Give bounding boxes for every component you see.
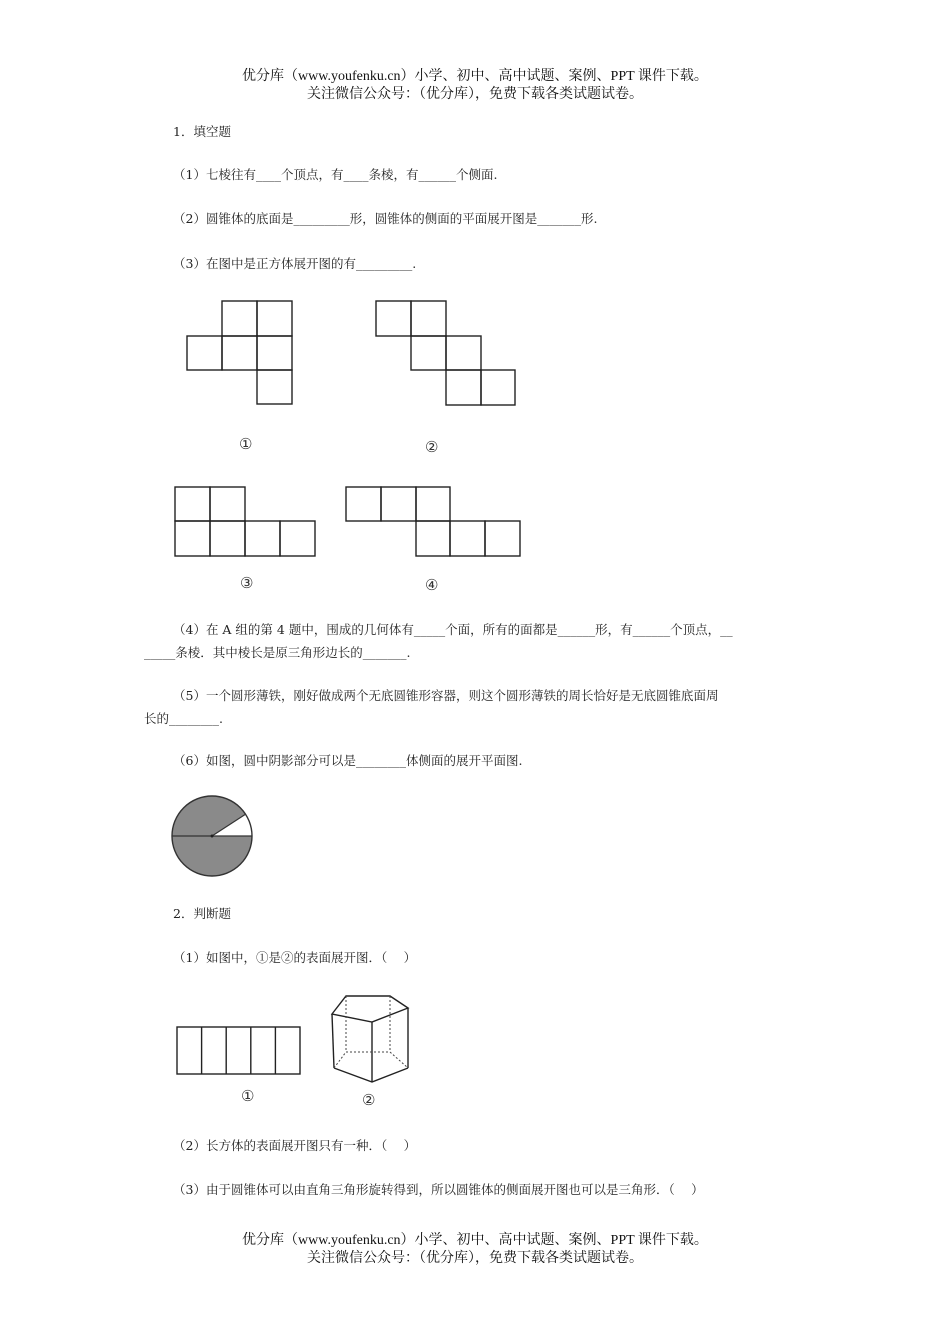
shaded-circle-figure <box>170 794 256 878</box>
section-2-title: 2．判断题 <box>173 906 231 921</box>
figure-label-prism-net: ① <box>241 1087 255 1105</box>
section-1-title: 1．填空题 <box>173 124 231 139</box>
question-1-3: （3）在图中是正方体展开图的有_________. <box>173 256 417 271</box>
question-2-1: （1）如图中，①是②的表面展开图．（ ） <box>173 950 417 965</box>
question-1-4-line-2: _____条棱．其中棱长是原三角形边长的_______. <box>144 645 411 660</box>
footer-line-1: 优分库（www.youfenku.cn）小学、初中、高中试题、案例、PPT 课件下载。 <box>242 1233 708 1248</box>
figure-label-2: ② <box>425 438 439 456</box>
prism-net-figure <box>176 1026 302 1076</box>
figure-label-1: ① <box>239 435 253 453</box>
question-2-2: （2）长方体的表面展开图只有一种．（ ） <box>173 1138 417 1153</box>
question-2-3: （3）由于圆锥体可以由直角三角形旋转得到，所以圆锥体的侧面展开图也可以是三角形．（ ） <box>173 1182 704 1197</box>
figure-label-4: ④ <box>425 576 439 594</box>
header-line-1: 优分库（www.youfenku.cn）小学、初中、高中试题、案例、PPT 课件下载。 <box>242 69 708 84</box>
pentagonal-prism-figure <box>330 990 414 1086</box>
figure-label-3: ③ <box>240 574 254 592</box>
header-line-2: 关注微信公众号：（优分库），免费下载各类试题试卷。 <box>307 87 643 102</box>
question-1-5-line-1: （5）一个圆形薄铁，刚好做成两个无底圆锥形容器，则这个圆形薄铁的周长恰好是无底圆锥底面周 <box>173 688 719 703</box>
question-1-1: （1）七棱往有____个顶点，有____条棱，有______个侧面. <box>173 167 498 182</box>
figure-label-prism: ② <box>362 1091 376 1109</box>
question-1-4-line-1: （4）在 A 组的第 4 题中，围成的几何体有_____个面，所有的面都是______形，有______个顶点，__ <box>173 622 733 637</box>
question-1-2: （2）圆锥体的底面是_________形，圆锥体的侧面的平面展开图是_______形. <box>173 211 598 226</box>
footer-line-2: 关注微信公众号：（优分库），免费下载各类试题试卷。 <box>307 1251 643 1266</box>
question-1-6: （6）如图，圆中阴影部分可以是________体侧面的展开平面图. <box>173 753 523 768</box>
question-1-5-line-2: 长的________. <box>144 711 223 726</box>
